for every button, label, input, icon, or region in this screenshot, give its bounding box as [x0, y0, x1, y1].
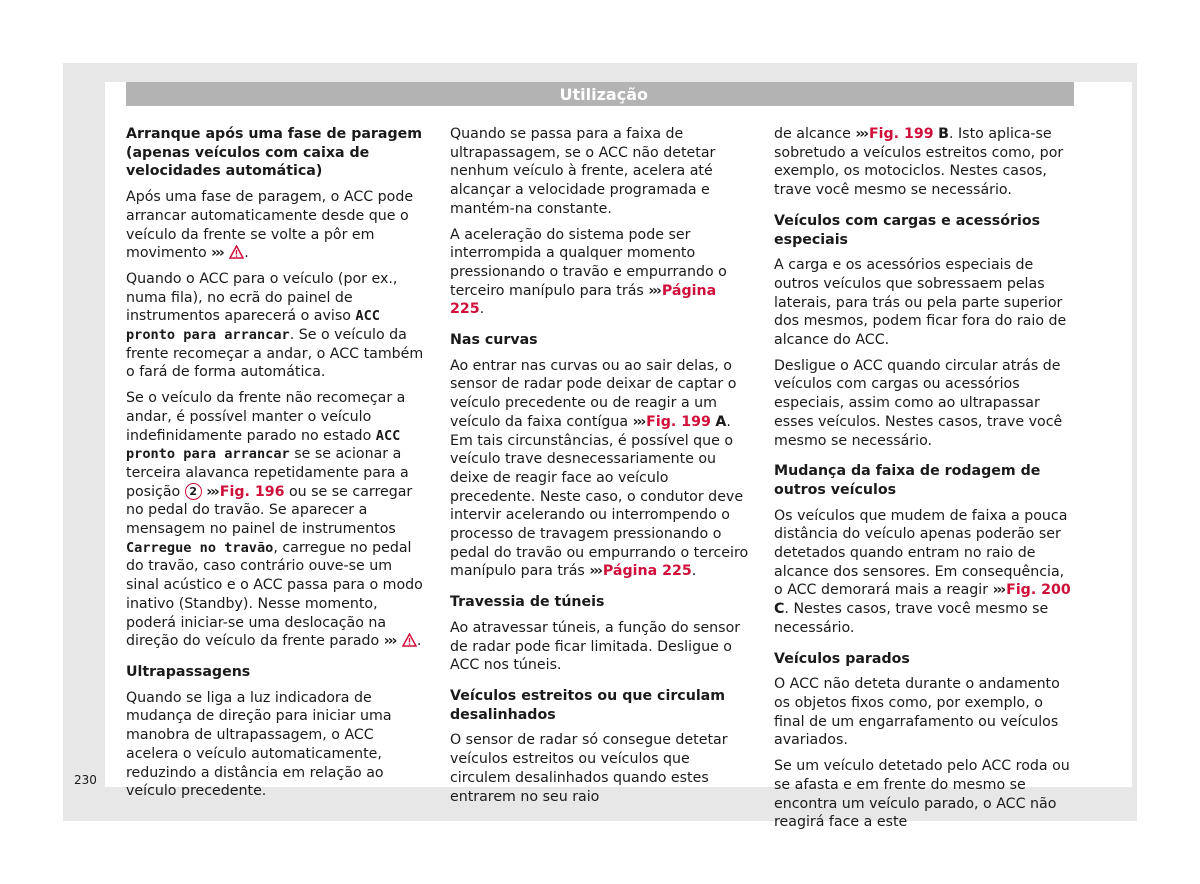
cross-ref-arrow: ››› — [383, 633, 396, 650]
figure-letter: A — [715, 413, 727, 430]
paragraph: Se um veículo detetado pelo ACC roda ou se afasta e em frente do mesmo se encontra um veículo parado, o ACC não reagirá face a este — [774, 758, 1070, 831]
cross-ref-arrow: ››› — [855, 126, 867, 142]
cross-ref-arrow: ››› — [648, 282, 660, 299]
section-header — [126, 82, 1074, 106]
cross-ref-arrow: ››› — [211, 245, 223, 262]
display-message: ACC pronto para arrancar — [126, 308, 380, 344]
figure-letter: B — [938, 126, 949, 142]
figure-link[interactable]: Fig. 200 — [1006, 582, 1071, 599]
figure-letter: C — [774, 601, 785, 618]
heading-travessia-tuneis: Travessia de túneis — [450, 594, 605, 611]
paragraph: A aceleração do sistema pode ser interrompida a qualquer momento pressionando o travão e empurrando o terceiro manípulo para trás ››› Página 225. — [450, 226, 727, 318]
heading-veiculos-estreitos: Veículos estreitos ou que circulam desalinhados — [450, 687, 726, 723]
paragraph: A carga e os acessórios especiais de outros veículos que sobressaem pelas laterais, para trás ou pela parte superior dos mesmos, podem ficar fora do raio de alcance do ACC. — [774, 257, 1067, 349]
paragraph: O ACC não deteta durante o andamento os objetos fixos como, por exemplo, o final de um engarrafamento ou veículos avariados. — [774, 676, 1060, 749]
paragraph: Após uma fase de paragem, o ACC pode arrancar automaticamente desde que o veículo da frente se volte a pôr em movimento ››› . — [126, 189, 414, 262]
display-message: Carregue no travão — [126, 539, 274, 556]
paragraph: Quando se passa para a faixa de ultrapassagem, se o ACC não detetar nenhum veículo à frente, acelera até alcançar a velocidade programada e mantém-na constante. — [450, 126, 716, 217]
page-number: 230 — [74, 773, 97, 787]
heading-arranque: Arranque após uma fase de paragem (apenas veículos com caixa de velocidades automática) — [126, 126, 423, 180]
paragraph: Quando se liga a luz indicadora de mudança de direção para iniciar uma manobra de ultrapassagem, o ACC acelera o veículo automaticamente, reduzindo a distância em relação ao veículo precedente. — [126, 689, 392, 800]
heading-ultrapassagens: Ultrapassagens — [126, 663, 251, 680]
paragraph: Ao atravessar túneis, a função do sensor de radar pode ficar limitada. Desligue o ACC nos túneis. — [450, 619, 741, 674]
figure-link[interactable]: Fig. 196 — [219, 483, 285, 500]
column-1 — [126, 125, 426, 808]
figure-link[interactable]: Fig. 199 — [868, 126, 934, 142]
cross-ref-arrow: ››› — [206, 483, 218, 500]
cross-ref-arrow: ››› — [992, 582, 1005, 599]
warning-triangle-icon — [402, 633, 417, 647]
cross-ref-arrow: ››› — [632, 413, 645, 430]
page-link[interactable]: Página 225 — [450, 282, 717, 318]
paragraph: Os veículos que mudem de faixa a pouca distância do veículo apenas poderão ser detetados quando entram no raio de alcance dos sensores. Em consequência, o ACC demorará mais a reagir ››› Fig. 200 C. Nestes casos, trave você mesmo se necessário. — [774, 507, 1071, 636]
display-message: ACC pronto para arrancar — [126, 427, 401, 463]
column-3 — [774, 125, 1074, 839]
cross-ref-arrow: ››› — [589, 563, 601, 580]
heading-mudanca-faixa: Mudança da faixa de rodagem de outros veículos — [774, 463, 1041, 498]
heading-nas-curvas: Nas curvas — [450, 332, 538, 349]
paragraph: Desligue o ACC quando circular atrás de veículos com cargas ou acessórios especiais, assim como ao ultrapassar esses veículos. Nestes casos, trave você mesmo se necessário. — [774, 357, 1063, 449]
heading-cargas-acessorios: Veículos com cargas e acessórios especiais — [774, 212, 1041, 248]
paragraph: de alcance ››› Fig. 199 B. Isto aplica-se sobretudo a veículos estreitos como, por exemplo, os motociclos. Nestes casos, trave você mesmo se necessário. — [774, 126, 1064, 199]
callout-2: 2 — [185, 483, 202, 500]
section-title: Utilização — [559, 85, 648, 104]
paragraph: O sensor de radar só consegue detetar veículos estreitos ou veículos que circulem desalinhados quando estes entrarem no seu raio — [450, 732, 728, 805]
warning-triangle-icon — [229, 245, 244, 259]
column-2 — [450, 125, 750, 813]
page-link[interactable]: Página 225 — [602, 563, 692, 580]
paragraph: Ao entrar nas curvas ou ao sair delas, o sensor de radar pode deixar de captar o veículo precedente ou de reagir a um veículo da faixa contígua ››› Fig. 199 A. Em tais circunstâncias, é possível que o veículo trave desnecessariamente ou deixe de reagir face ao veículo precedente. Neste caso, o condutor deve intervir acelerando ou interrompendo o processo de travagem pressionando o pedal do travão ou empurrando o terceiro manípulo para trás ››› Página 225. — [450, 357, 749, 580]
paragraph: Quando o ACC para o veículo (por ex., numa fila), no ecrã do painel de instrumentos aparecerá o aviso ACC pronto para arrancar. Se o veículo da frente recomeçar a andar, o ACC também o fará de forma automática. — [126, 270, 424, 381]
heading-veiculos-parados: Veículos parados — [774, 650, 910, 667]
figure-link[interactable]: Fig. 199 — [646, 413, 711, 430]
paragraph: Se o veículo da frente não recomeçar a andar, é possível manter o veículo indefinidamente parado no estado ACC pronto para arrancar se se acionar a terceira alavanca repetidamente para a posição 2 ››› Fig. 196 ou se se carregar no pedal do travão. Se aparecer a mensagem no painel de instrumentos Carregue no travão, carregue no pedal do travão, caso contrário ouve-se um sinal acústico e o ACC passa para o modo inativo (Standby). Nesse momento, poderá iniciar-se uma deslocação na direção do veículo da frente parado ››› . — [126, 390, 423, 650]
